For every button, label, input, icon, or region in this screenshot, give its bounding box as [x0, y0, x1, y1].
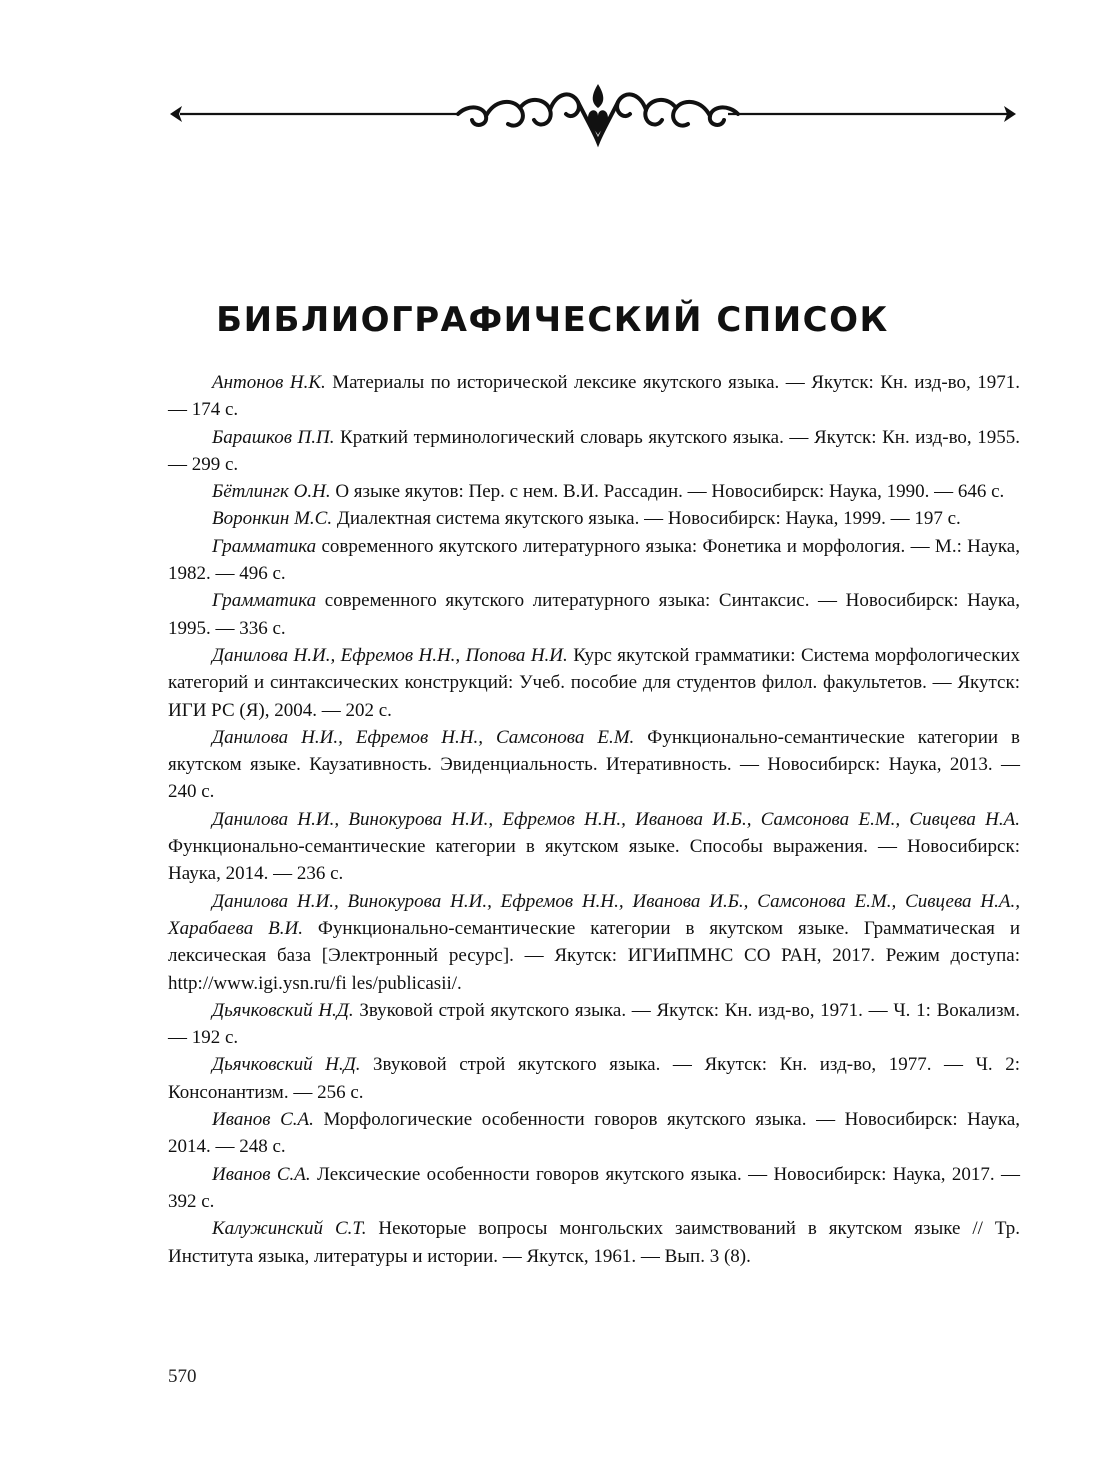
entry-text: Морфологические особенности говоров якутского языка. — Новосибирск: Наука, 2014. — 248 с.: [168, 1109, 1021, 1158]
entry-text: Функционально-семантические категории в якутском языке. Способы выражения. — Новосибирск: Наука, 2014. — 236 с.: [168, 836, 1020, 885]
entry-author: Антонов Н.К.: [212, 372, 326, 393]
entry-author: Дьячковский Н.Д.: [212, 1054, 361, 1076]
bibliography-entry: [168, 533, 1020, 588]
bibliography-entry: [168, 478, 1020, 505]
entry-author: Данилова Н.И., Ефремов Н.Н., Самсонова Е.М.: [212, 726, 635, 748]
entry-text: Звуковой строй якутского языка. — Якутск: Кн. изд-во, 1977. — Ч. 2: Консонантизм. — 256 с.: [168, 1054, 1020, 1103]
entry-author: Грамматика: [212, 535, 317, 557]
entry-author: Дьячковский Н.Д.: [212, 999, 354, 1021]
entry-text: Материалы по исторической лексике якутского языка. — Якутск: Кн. изд-во, 1971. — 174 с.: [168, 372, 1020, 421]
bibliography-entry: [168, 1215, 1020, 1270]
entry-author: Барашков П.П.: [212, 426, 335, 448]
bibliography-entry: [168, 424, 1020, 479]
entry-text: современного якутского литературного языка: Фонетика и морфология. — М.: Наука, 1982. — 496 с.: [168, 535, 1020, 585]
entry-author: Калужинский С.Т.: [212, 1218, 367, 1240]
entry-author: Данилова Н.И., Ефремов Н.Н., Попова Н.И.: [212, 644, 568, 666]
bibliography-list: [168, 369, 1020, 1270]
header-ornament: [168, 78, 1028, 158]
bibliography-entry: [168, 997, 1020, 1052]
entry-author: Воронкин М.С.: [212, 508, 333, 530]
entry-author: Иванов С.А.: [212, 1163, 311, 1185]
bibliography-entry: [168, 806, 1020, 888]
bibliography-entry: [168, 642, 1020, 724]
entry-text: О языке якутов: Пер. с нем. В.И. Рассадин. — Новосибирск: Наука, 1990. — 646 с.: [330, 481, 1005, 503]
entry-author: Иванов С.А.: [212, 1109, 314, 1131]
bibliography-entry: [168, 505, 1020, 532]
bibliography-entry: [168, 1106, 1020, 1161]
entry-text: Диалектная система якутского языка. — Новосибирск: Наука, 1999. — 197 с.: [332, 508, 961, 530]
entry-author: Данилова Н.И., Винокурова Н.И., Ефремов Н.Н., Иванова И.Б., Самсонова Е.М., Сивцева Н.А.: [212, 808, 1020, 830]
entry-text: Звуковой строй якутского языка. — Якутск: Кн. изд-во, 1971. — Ч. 1: Вокализм. — 192 с.: [168, 999, 1020, 1049]
entry-text: Лексические особенности говоров якутского языка. — Новосибирск: Наука, 2017. — 392 с.: [168, 1163, 1020, 1212]
entry-text: Некоторые вопросы монгольских заимствований в якутском языке // Тр. Института языка, литературы и истории. — Якутск, 1961. — Вып. 3 (8).: [168, 1218, 1020, 1267]
entry-author: Данилова Н.И., Винокурова Н.И., Ефремов Н.Н., Иванова И.Б., Самсонова Е.М., Сивцева Н.А., Харабаева В.И.: [168, 890, 1020, 939]
entry-text: Краткий терминологический словарь якутского языка. — Якутск: Кн. изд-во, 1955. — 299 с.: [168, 426, 1020, 475]
entry-text: Функционально-семантические категории в якутском языке. Грамматическая и лексическая база [Электронный ресурс]. — Якутск: ИГИиПМНС СО РАН, 2017. Режим доступа: http://www.igi.ysn.ru/fi les/publicasii/.: [168, 917, 1020, 994]
entry-text: Курс якутской грамматики: Система морфологических категорий и синтаксических конструкций: Учеб. пособие для студентов филол. факультетов. — Якутск: ИГИ РС (Я), 2004. — 202 с.: [168, 644, 1021, 721]
bibliography-entry: [168, 369, 1020, 424]
entry-author: Бётлингк О.Н.: [212, 481, 331, 503]
entry-text: Функционально-семантические категории в якутском языке. Каузативность. Эвиденциальность. Итеративность. — Новосибирск: Наука, 2013. — 240 с.: [168, 726, 1020, 803]
entry-text: современного якутского литературного языка: Синтаксис. — Новосибирск: Наука, 1995. — 336 с.: [168, 590, 1020, 639]
bibliography-entry: [168, 1051, 1020, 1106]
page-number: 570: [168, 1366, 197, 1387]
bibliography-entry: [168, 587, 1020, 642]
entry-author: Грамматика: [212, 590, 317, 612]
page-title: БИБЛИОГРАФИЧЕСКИЙ СПИСОК: [216, 300, 889, 340]
bibliography-entry: [168, 888, 1020, 997]
bibliography-entry: [168, 1161, 1020, 1216]
bibliography-entry: [168, 724, 1020, 806]
